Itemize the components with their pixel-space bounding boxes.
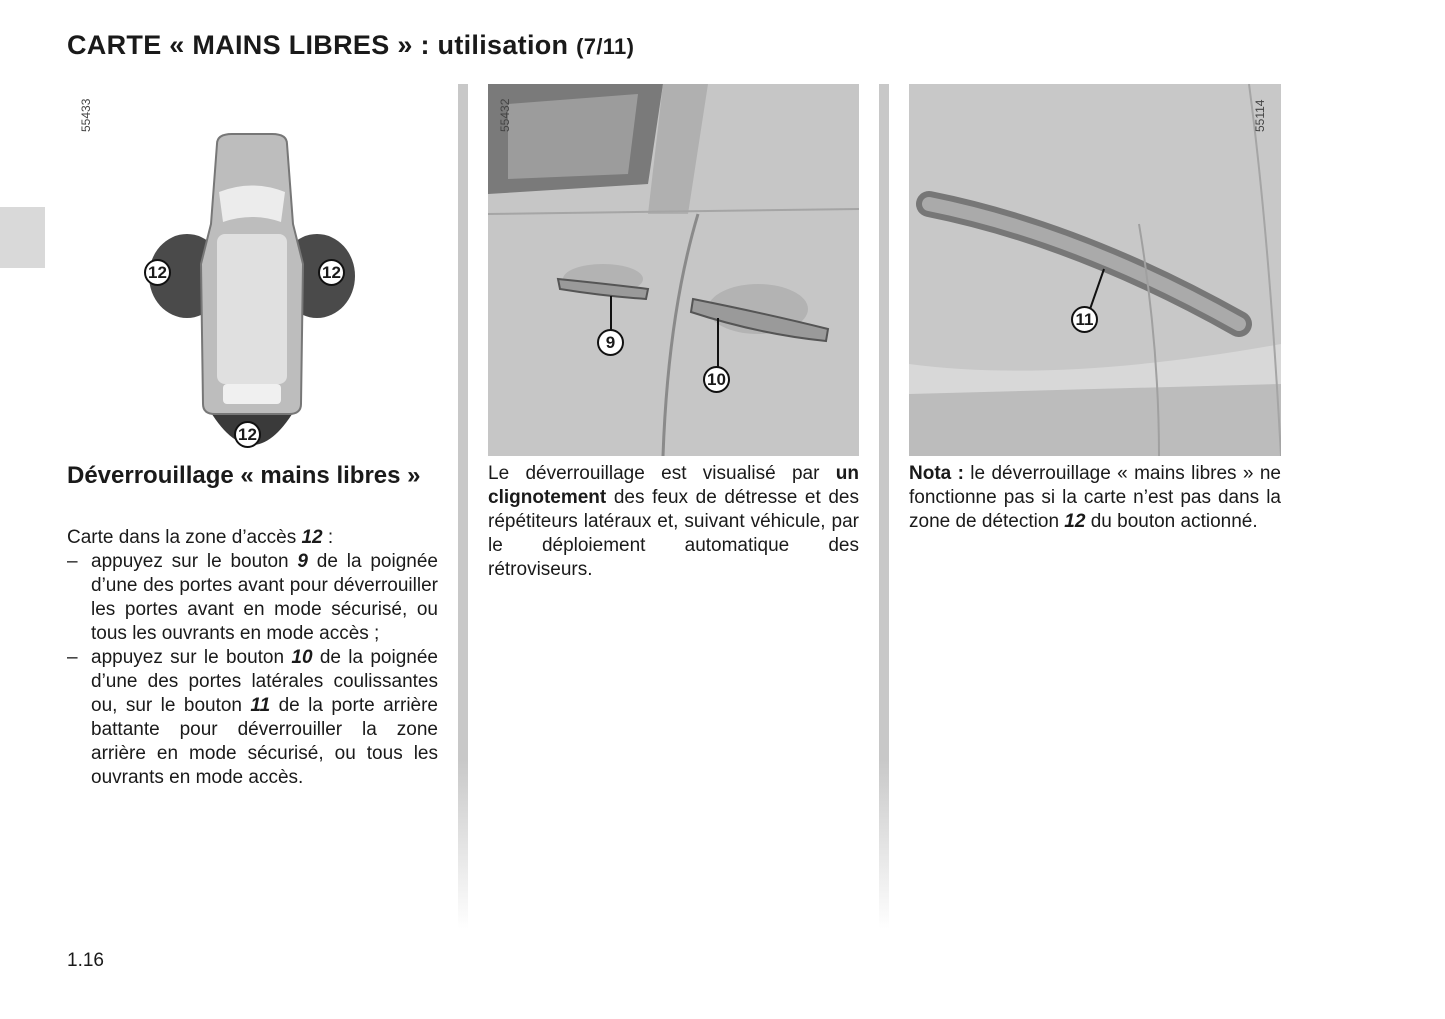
section-tab-marker: [0, 207, 45, 268]
intro-line: [67, 526, 438, 550]
figure-rear-handle: [909, 84, 1281, 456]
ref-12: 12: [1064, 511, 1086, 532]
column-1-text: [67, 526, 438, 790]
emphasis-text: un clignotement: [488, 463, 859, 508]
list-text: de la porte arrière battante pour déverrouiller la zone arrière en mode sécurisé, ou tous les ouvrants en mode accès.: [91, 695, 438, 788]
title-text: CARTE « MAINS LIBRES » : utilisation: [67, 30, 569, 60]
callout-12: 12: [234, 421, 261, 448]
ref-9: 9: [297, 551, 308, 572]
column-divider: [879, 84, 889, 929]
callout-11: 11: [1071, 306, 1098, 333]
list-text: appuyez sur le bouton: [91, 647, 292, 668]
rear-handle-illustration: [909, 84, 1281, 456]
list-text: de la poignée d’une des portes avant pour déverrouiller les portes avant en mode sécurisé, ou tous les ouvrants en mode accès ;: [91, 551, 438, 644]
figure-code: 55432: [498, 98, 512, 132]
figure-door-handles: [488, 84, 859, 456]
section-heading: Déverrouillage « mains libres »: [67, 462, 421, 489]
callout-9: 9: [597, 329, 624, 356]
callout-12: 12: [318, 259, 345, 286]
door-handles-illustration: [488, 84, 859, 456]
nota-text: du bouton actionné.: [1085, 511, 1258, 532]
list-text: appuyez sur le bouton: [91, 551, 298, 572]
figure-code: 55114: [1253, 99, 1267, 132]
list-item: [67, 550, 438, 646]
page-indicator: (7/11): [576, 34, 635, 59]
intro-text: Carte dans la zone d’accès: [67, 527, 302, 548]
vehicle-top-view-illustration: [67, 84, 437, 456]
nota-text: le déverrouillage « mains libres » ne fonctionne pas si la carte n’est pas dans la zone de détection: [909, 463, 1281, 532]
paragraph-text: Le déverrouillage est visualisé par: [488, 463, 836, 484]
ref-12: 12: [301, 527, 323, 548]
column-3-text: [909, 462, 1281, 534]
callout-12: 12: [144, 259, 171, 286]
page-number: 1.16: [67, 950, 104, 971]
callout-10: 10: [703, 366, 730, 393]
list-text: de la poignée d’une des portes latérales coulissantes ou, sur le bouton: [91, 647, 438, 716]
ref-11: 11: [250, 695, 271, 716]
column-divider: [458, 84, 468, 929]
column-2-text: [488, 462, 859, 582]
figure-vehicle-top-view: [67, 84, 437, 456]
ref-10: 10: [291, 647, 313, 668]
intro-suffix: :: [322, 527, 334, 548]
figure-code: 55433: [79, 98, 93, 132]
instruction-list: [67, 550, 438, 790]
page-title: [67, 30, 634, 61]
nota-label: Nota :: [909, 463, 964, 484]
list-item: [67, 646, 438, 790]
paragraph-text: des feux de détresse et des répétiteurs latéraux et, suivant véhicule, par le déploiement automatique des rétroviseurs.: [488, 487, 859, 580]
